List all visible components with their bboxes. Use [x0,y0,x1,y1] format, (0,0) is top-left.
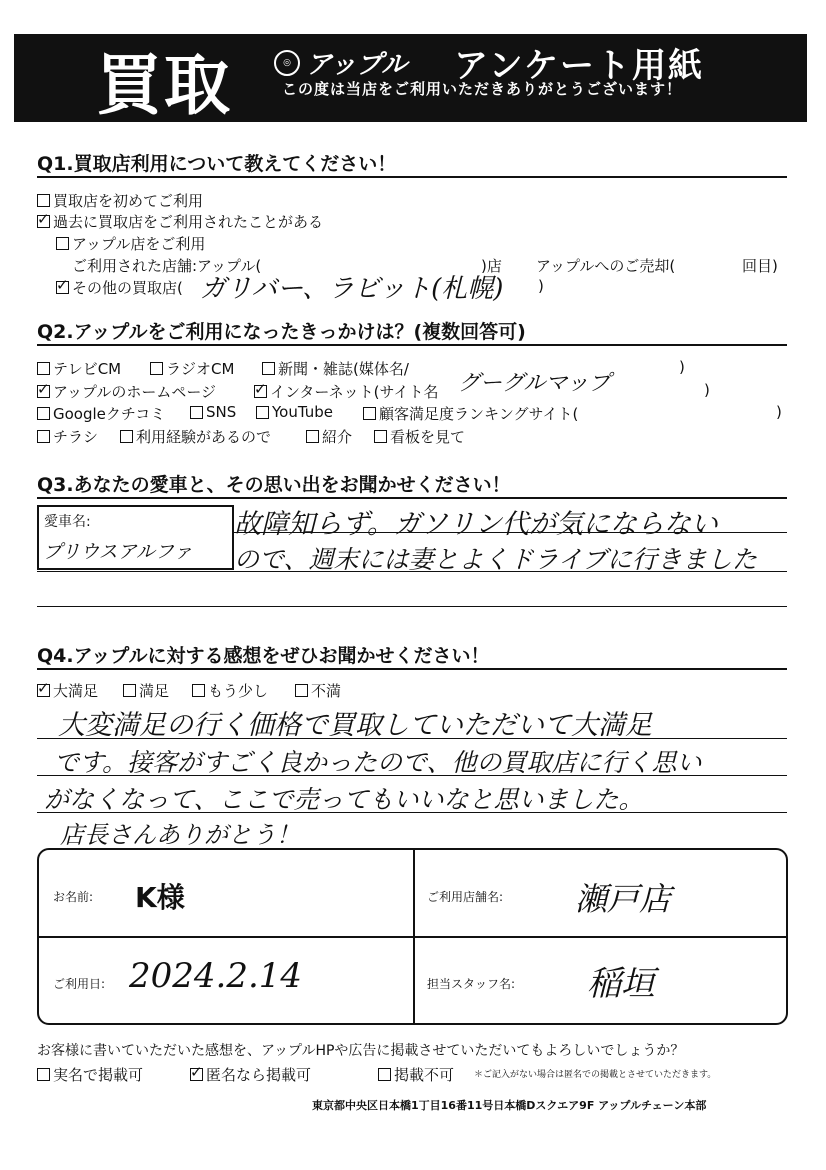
date-value: 2024.2.14 [129,956,303,996]
q2-option-radio[interactable] [150,358,234,379]
q4-line3: がなくなって、ここで売ってもいいなと思いました。 [44,785,644,814]
q3-rule-1 [232,532,787,533]
publish-option-no-label: 掲載不可 [394,1066,455,1084]
checkbox-checked-icon[interactable] [37,684,50,697]
checkbox-icon[interactable] [378,1068,391,1081]
q2-option-youtube[interactable] [256,403,333,421]
publish-option-real-label: 実名で掲載可 [53,1066,144,1084]
q1-title: Q1.買取店利用について教えてください！ [37,153,397,175]
q1-used-store-label: ご利用された店舗:アップル( [72,257,262,275]
checkbox-icon[interactable] [192,684,205,697]
q1-other-answer: ガリバー、ラビット(札幌) [200,274,504,304]
q4-line2: です。接客がすごく良かったので、他の買取店に行く思い [54,748,702,777]
q2-news-close: ) [679,358,685,376]
q2-option-ranking[interactable] [363,403,578,424]
publish-option-anon-label: 匿名なら掲載可 [206,1066,312,1084]
checkbox-icon[interactable] [37,430,50,443]
q2-option-ranking-label: 顧客満足度ランキングサイト( [379,405,579,423]
q2-option-google-label: Googleクチコミ [53,405,166,423]
checkbox-icon[interactable] [374,430,387,443]
q1-option-other-label: その他の買取店( [72,279,183,297]
q1-option-first-label: 買取店を初めてご利用 [53,192,204,210]
car-name-box [37,505,234,570]
checkbox-icon[interactable] [363,407,376,420]
q2-option-sns[interactable] [190,403,236,421]
q2-option-internet[interactable] [254,381,438,402]
q3-rule-3 [37,606,787,607]
header-kaitori: 買取 [96,47,232,124]
q2-option-radio-label: ラジオCM [166,360,235,378]
q4-option-satisfied[interactable] [123,680,169,701]
checkbox-icon[interactable] [120,430,133,443]
q2-option-experience[interactable] [120,426,271,447]
q2-option-sign-label: 看板を見て [390,428,466,446]
q2-option-google[interactable] [37,403,165,424]
checkbox-icon[interactable] [306,430,319,443]
q1-divider [37,176,787,178]
brand-name: アップル [306,50,408,80]
q2-option-referral-label: 紹介 [322,428,353,446]
checkbox-checked-icon[interactable] [254,385,267,398]
car-name-label: 愛車名: [44,514,91,530]
q2-option-flyer-label: チラシ [53,428,99,446]
q4-divider [37,668,787,670]
q1-option-apple[interactable] [56,233,205,254]
header-subtitle: この度は当店をご利用いただきありがとうございます！ [282,80,683,98]
q4-option-unsatisfied-label: 不満 [311,682,342,700]
q1-option-other[interactable] [56,277,183,298]
checkbox-icon[interactable] [37,194,50,207]
checkbox-checked-icon[interactable] [56,281,69,294]
store-label: ご利用店舗名: [427,890,504,904]
q1-sale-count: アップルへのご売却( [536,257,676,275]
q2-title: Q2.アップルをご利用になったきっかけは？(複数回答可) [37,321,526,343]
publish-option-real[interactable] [37,1064,143,1085]
info-table-hdivider [39,936,786,938]
q1-other-close: ) [538,277,544,295]
checkbox-checked-icon[interactable] [37,385,50,398]
q2-option-flyer[interactable] [37,426,98,447]
checkbox-icon[interactable] [37,1068,50,1081]
q2-ranking-close: ) [776,403,782,421]
q4-rule-1 [37,738,787,739]
checkbox-icon[interactable] [256,406,269,419]
name-label: お名前: [53,890,94,904]
q4-option-unsatisfied[interactable] [295,680,341,701]
q1-store-suffix: )店 [481,257,502,275]
company-address: 東京都中央区日本橋1丁目16番11号日本橋Dスクエア9F アップルチェーン本部 [312,1099,707,1112]
q1-option-past-label: 過去に買取店をご利用されたことがある [53,213,324,231]
q3-divider [37,497,787,499]
survey-title: アンケート用紙 [454,46,704,86]
q4-title: Q4.アップルに対する感想をぜひお聞かせください！ [37,645,490,667]
q4-line1: 大変満足の行く価格で買取していただいて大満足 [58,710,652,741]
checkbox-icon[interactable] [190,406,203,419]
q2-option-sns-label: SNS [206,403,237,421]
checkbox-checked-icon[interactable] [37,215,50,228]
q3-memory-line2: ので、週末には妻とよくドライブに行きました [234,545,758,574]
q3-rule-2 [37,571,787,572]
q2-option-tv[interactable] [37,358,121,379]
q2-option-hp[interactable] [37,381,216,402]
q2-divider [37,344,787,346]
checkbox-icon[interactable] [262,362,275,375]
q1-sale-count-suffix: 回目) [742,257,778,275]
q1-option-apple-label: アップル店をご利用 [72,235,206,253]
q2-option-sign[interactable] [374,426,465,447]
date-label: ご利用日: [53,977,106,991]
checkbox-icon[interactable] [56,237,69,250]
checkbox-icon[interactable] [37,362,50,375]
q4-option-very-label: 大満足 [53,682,99,700]
q2-option-tv-label: テレビCM [53,360,122,378]
q2-option-news-label: 新聞・雑誌(媒体名/ [278,360,409,378]
checkbox-icon[interactable] [150,362,163,375]
info-table [37,848,788,1025]
q4-option-little[interactable] [192,680,268,701]
q2-option-internet-label: インターネット(サイト名 [270,383,439,401]
q4-option-satisfied-label: 満足 [139,682,170,700]
q4-option-very[interactable] [37,680,98,701]
q2-option-news[interactable] [262,358,409,379]
q4-rule-3 [37,812,787,813]
apple-logo-icon: ◎ [274,50,300,76]
car-name-answer: プリウスアルファ [43,541,193,563]
brand-logo [274,44,407,81]
q4-option-little-label: もう少し [208,682,269,700]
checkbox-checked-icon[interactable] [190,1068,203,1081]
q4-line4: 店長さんありがとう！ [60,821,300,849]
q4-rule-2 [37,775,787,776]
q3-memory-line1: 故障知らず。ガソリン代が気にならない [234,509,718,540]
q1-option-first[interactable] [37,190,203,211]
publish-option-anon[interactable] [190,1064,311,1085]
checkbox-icon[interactable] [37,407,50,420]
publish-note: ＊ご記入がない場合は匿名での掲載とさせていただきます。 [474,1070,717,1080]
checkbox-icon[interactable] [123,684,136,697]
q2-internet-close: ) [704,381,710,399]
name-value: K様 [135,881,185,914]
store-value: 瀬戸店 [575,880,672,918]
q3-title: Q3.あなたの愛車と、その思い出をお聞かせください！ [37,474,511,496]
publish-question: お客様に書いていただいた感想を、アップルHPや広告に掲載させていただいてもよろしいでしょうか？ [37,1043,685,1059]
q2-option-youtube-label: YouTube [272,403,333,421]
q2-option-experience-label: 利用経験があるので [136,428,272,446]
staff-value: 稲垣 [587,964,655,1004]
header-banner [14,34,807,122]
staff-label: 担当スタッフ名: [427,977,516,991]
q2-option-hp-label: アップルのホームページ [53,383,217,401]
q2-internet-answer: グーグルマップ [458,371,611,396]
q1-option-past[interactable] [37,211,323,232]
publish-option-no[interactable] [378,1064,454,1085]
checkbox-icon[interactable] [295,684,308,697]
q2-option-referral[interactable] [306,426,352,447]
